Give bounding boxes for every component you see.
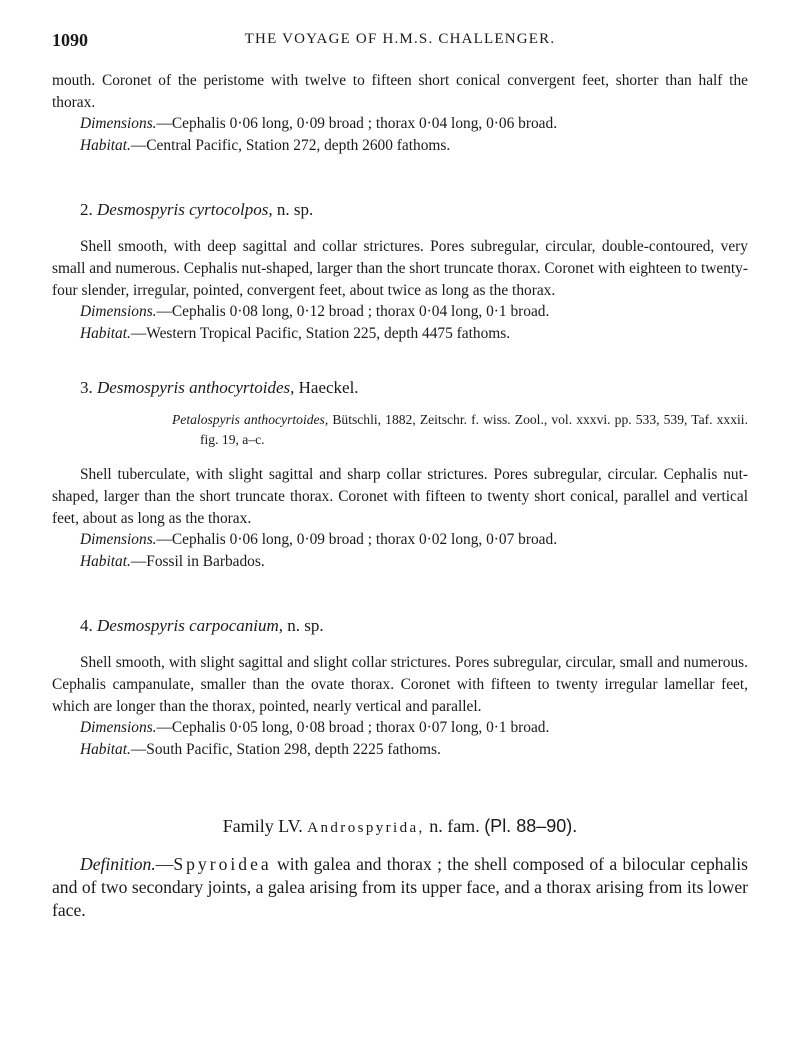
family-plates: (Pl. 88–90). bbox=[484, 816, 578, 837]
species-description: Shell tuberculate, with slight sagittal and sharp collar strictures. Pores subregular, circular. Cephalis nut-shaped, larger than the short truncate thorax. Coronet with fifteen to twenty short conical, parallel and vertical feet, about as long as the thorax. bbox=[52, 466, 748, 527]
dimensions-label: Dimensions. bbox=[80, 719, 157, 737]
dimensions-line bbox=[52, 717, 748, 739]
species-name: Desmospyris carpocanium, bbox=[97, 616, 284, 636]
species-authority: n. sp. bbox=[287, 616, 324, 636]
definition-label: Definition. bbox=[80, 854, 156, 875]
species-entry bbox=[52, 616, 748, 760]
dimensions-text: —Cephalis 0·05 long, 0·08 broad ; thorax 0·07 long, 0·1 broad. bbox=[156, 719, 550, 737]
page bbox=[52, 30, 748, 922]
family-heading bbox=[52, 816, 748, 837]
habitat-text: —Fossil in Barbados. bbox=[130, 552, 265, 570]
dimensions-label: Dimensions. bbox=[80, 115, 157, 133]
habitat-text: —Central Pacific, Station 272, depth 2600 fathoms. bbox=[130, 136, 451, 154]
family-name: Androspyrida, bbox=[307, 820, 425, 837]
running-head bbox=[52, 30, 748, 58]
species-description: Shell smooth, with slight sagittal and slight collar strictures. Pores subregular, circular, small and numerous. Cephalis campanulate, smaller than the ovate thorax. Coronet with fifteen to twenty irregular lamellar feet, which are longer than the thorax, pointed, nearly vertical and parallel. bbox=[52, 654, 748, 715]
habitat-line bbox=[52, 135, 748, 157]
page-number: 1090 bbox=[52, 30, 88, 50]
habitat-line bbox=[52, 323, 748, 345]
dimensions-line bbox=[52, 113, 748, 135]
dimensions-text: —Cephalis 0·06 long, 0·09 broad ; thorax 0·04 long, 0·06 broad. bbox=[156, 115, 558, 133]
dimensions-text: —Cephalis 0·08 long, 0·12 broad ; thorax 0·04 long, 0·1 broad. bbox=[156, 303, 550, 321]
species-name: Desmospyris anthocyrtoides, bbox=[97, 378, 295, 398]
dimensions-line bbox=[52, 529, 748, 551]
habitat-label: Habitat. bbox=[80, 552, 131, 570]
synonym-name: Petalospyris anthocyrtoides, bbox=[172, 412, 329, 428]
family-suffix: n. fam. bbox=[429, 816, 480, 837]
synonym-citation bbox=[80, 410, 748, 450]
habitat-text: —Western Tropical Pacific, Station 225, depth 4475 fathoms. bbox=[130, 324, 511, 342]
habitat-label: Habitat. bbox=[80, 136, 131, 154]
species-heading bbox=[52, 616, 748, 636]
species-entry bbox=[52, 378, 748, 572]
definition-dash: — bbox=[155, 854, 174, 875]
synonym-text: Bütschli, 1882, Zeitschr. f. wiss. Zool., vol. xxxvi. pp. 533, 539, Taf. xxxii. fig. 19, a–c. bbox=[200, 412, 748, 448]
definition-group: Spyroidea bbox=[173, 854, 272, 875]
habitat-line bbox=[52, 739, 748, 761]
habitat-text: —South Pacific, Station 298, depth 2225 fathoms. bbox=[130, 740, 441, 758]
habitat-line bbox=[52, 551, 748, 573]
species-entry bbox=[52, 200, 748, 344]
species-number: 2. bbox=[80, 200, 93, 220]
species-name: Desmospyris cyrtocolpos, bbox=[97, 200, 273, 220]
continuation-block bbox=[52, 70, 748, 156]
continuation-text: mouth. Coronet of the peristome with twelve to fifteen short conical convergent feet, shorter than half the thorax. bbox=[52, 72, 748, 111]
species-authority: n. sp. bbox=[276, 200, 314, 220]
family-prefix: Family LV. bbox=[222, 816, 303, 837]
species-description: Shell smooth, with deep sagittal and collar strictures. Pores subregular, circular, double-contoured, very small and numerous. Cephalis nut-shaped, larger than the short truncate thorax. Coronet with eighteen to twenty-four slender, irregular, pointed, convergent feet, about twice as long as the thorax. bbox=[52, 238, 748, 299]
habitat-label: Habitat. bbox=[80, 324, 131, 342]
dimensions-line bbox=[52, 301, 748, 323]
species-number: 3. bbox=[80, 378, 93, 398]
species-number: 4. bbox=[80, 616, 93, 636]
species-heading bbox=[52, 200, 748, 220]
dimensions-text: —Cephalis 0·06 long, 0·09 broad ; thorax 0·02 long, 0·07 broad. bbox=[156, 531, 558, 549]
species-heading bbox=[52, 378, 748, 398]
dimensions-label: Dimensions. bbox=[80, 303, 157, 321]
habitat-label: Habitat. bbox=[80, 740, 131, 758]
family-definition bbox=[52, 853, 748, 922]
definition-text: with galea and thorax ; the shell composed of a bilocular cephalis and of two secondary joints, a galea arising from its upper face, and a thorax arising from its lower face. bbox=[52, 854, 748, 921]
running-title: THE VOYAGE OF H.M.S. CHALLENGER. bbox=[244, 31, 556, 47]
species-authority: Haeckel. bbox=[298, 378, 359, 398]
dimensions-label: Dimensions. bbox=[80, 531, 157, 549]
